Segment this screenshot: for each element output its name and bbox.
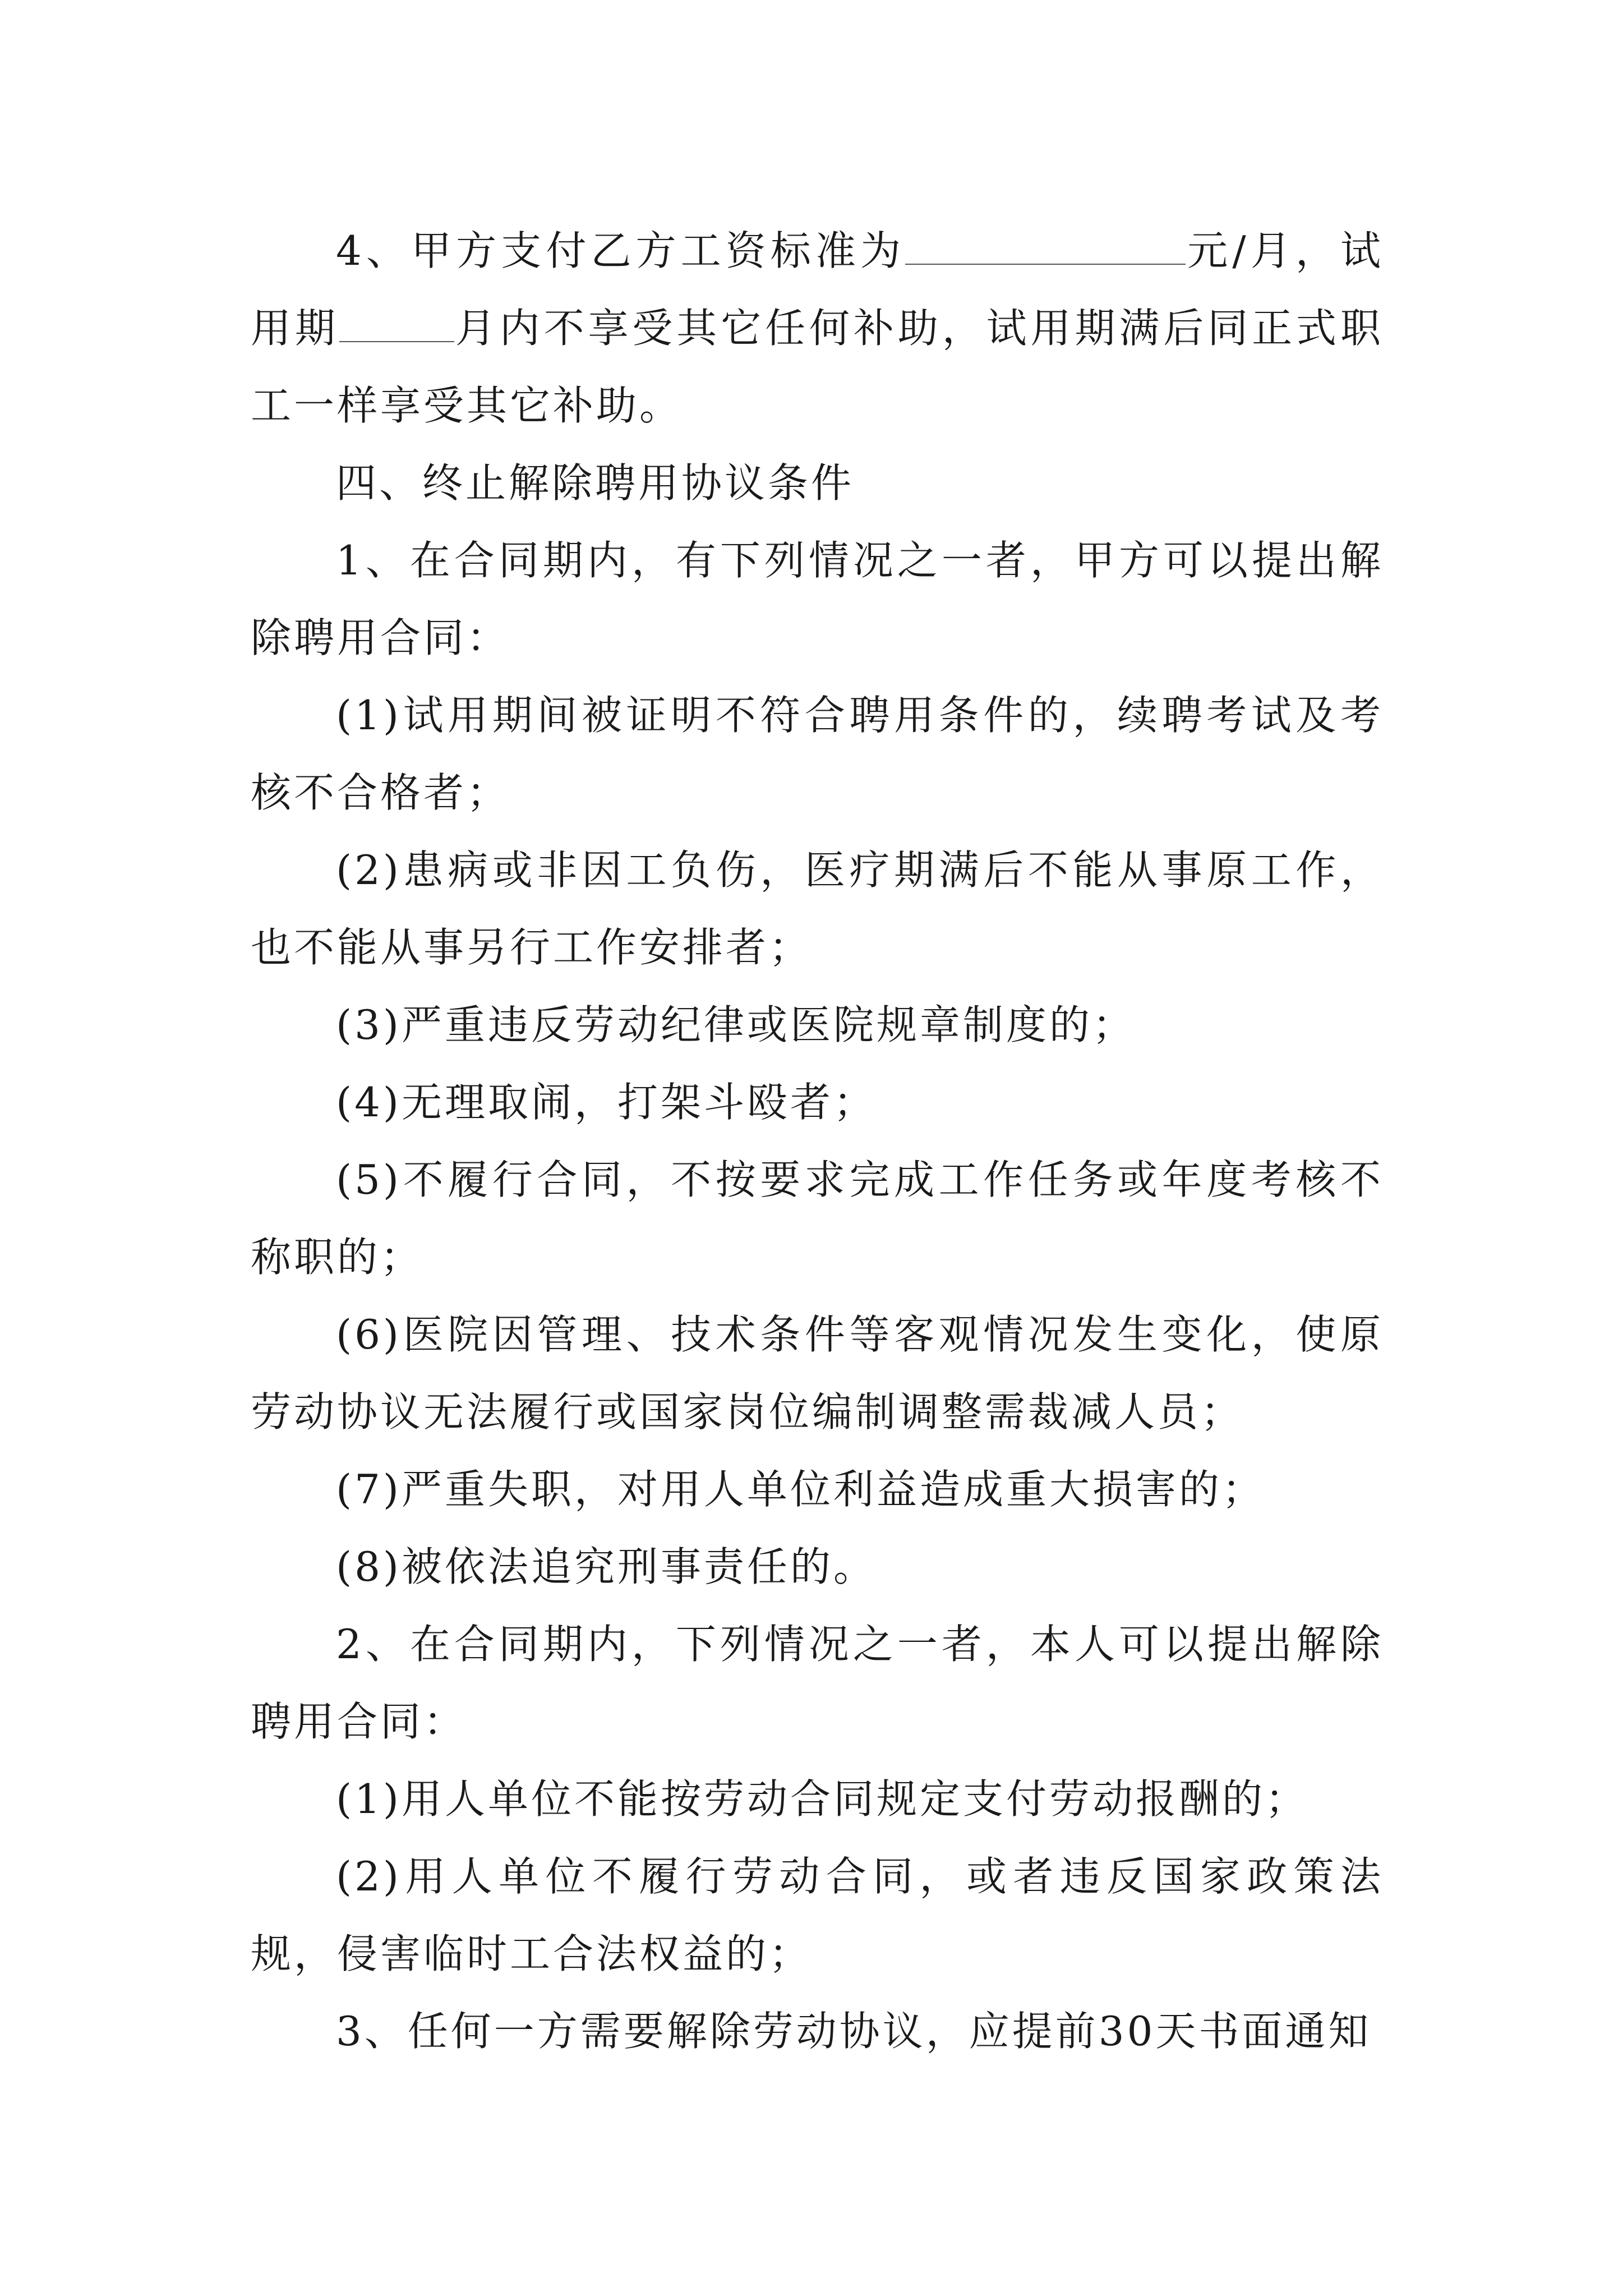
list-item-employer-6: (6)医院因管理、技术条件等客观情况发生变化，使原劳动协议无法履行或国家岗位编制调整需裁减人员； [251,1311,1384,1435]
list-item-employer-4: (4)无理取闹，打架斗殴者； [336,1079,877,1126]
list-item-employee-1: (1)用人单位不能按劳动合同规定支付劳动报酬的； [336,1775,1308,1823]
list-item-employer-5: (5)不履行合同，不按要求完成工作任务或年度考核不称职的； [251,1156,1384,1281]
paragraph-employer-termination: 1、在合同期内，有下列情况之一者，甲方可以提出解除聘用合同： [251,537,1384,661]
list-item-employer-8: (8)被依法追究刑事责任的。 [336,1543,877,1590]
list-item-employer-7: (7)严重失职，对用人单位利益造成重大损害的； [336,1466,1265,1513]
document-body [251,212,1384,2070]
paragraph-employee-termination: 2、在合同期内，下列情况之一者，本人可以提出解除聘用合同： [251,1621,1384,1745]
list-item-employee-2: (2)用人单位不履行劳动合同，或者违反国家政策法规，侵害临时工合法权益的； [251,1853,1384,1977]
subsidy-clause-text: 月内不享受其它任何补助，试用期满后同正式职工一样享受其它补助。 [251,305,1384,429]
paragraph-notice-period: 3、任何一方需要解除劳动协议，应提前30天书面通知 [336,2008,1372,2055]
probation-clause-text: 元/月，试用期 [251,227,1384,352]
list-item-employer-3: (3)严重违反劳动纪律或医院规章制度的； [336,1001,1136,1048]
paragraph-wage-standard [251,212,1384,444]
section-heading-termination: 四、终止解除聘用协议条件 [336,459,855,507]
list-item-employer-2: (2)患病或非因工负伤，医疗期满后不能从事原工作，也不能从事另行工作安排者； [251,846,1384,971]
wage-amount-blank [905,230,1186,265]
probation-months-blank [339,307,454,342]
list-item-employer-1: (1)试用期间被证明不符合聘用条件的，续聘考试及考核不合格者； [251,692,1384,816]
wage-clause-text: 4、甲方支付乙方工资标准为 [336,227,906,274]
